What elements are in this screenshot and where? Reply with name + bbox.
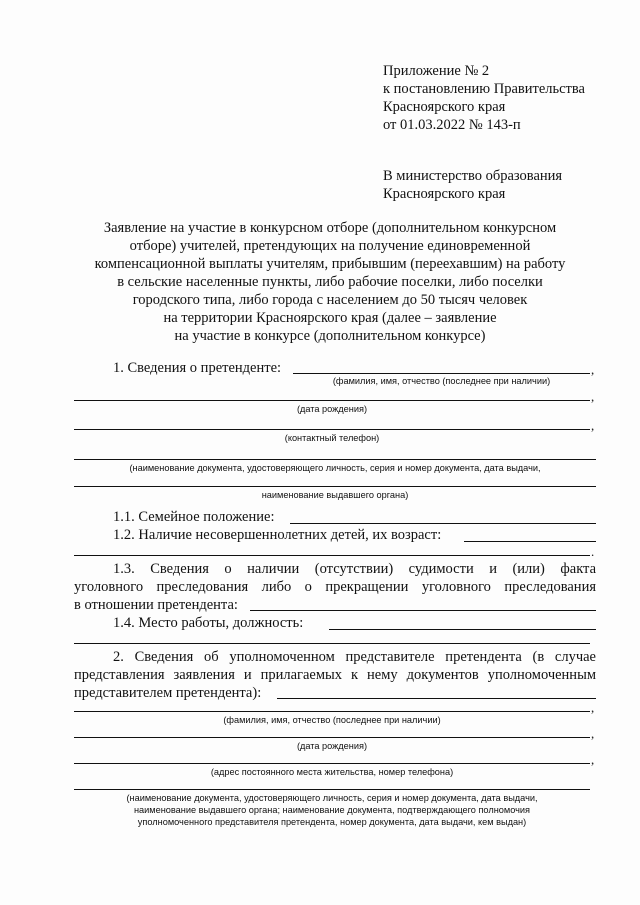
caption-birthdate: (дата рождения)	[296, 404, 368, 414]
addressee-line2: Красноярского края	[383, 186, 506, 202]
title-line: на территории Красноярского края (далее – заявление	[163, 310, 497, 326]
period: .	[591, 544, 595, 559]
caption-representative-birthdate: (дата рождения)	[296, 741, 368, 751]
workplace-field[interactable]	[329, 629, 596, 630]
title-line: компенсационной выплаты учителям, прибывшим (переехавшим) на работу	[94, 256, 566, 272]
caption-fio: (фамилия, имя, отчество (последнее при наличии)	[332, 376, 551, 386]
applicant-birthdate-field[interactable]	[74, 400, 590, 401]
title-line: Заявление на участие в конкурсном отборе (дополнительном конкурсном	[103, 220, 557, 236]
applicant-id-document-field[interactable]	[74, 459, 596, 460]
comma: ,	[591, 389, 595, 404]
representative-line: представления заявления и прилагаемых к нему документов уполномоченным	[74, 667, 596, 683]
title-line: в сельские населенные пункты, либо рабочие поселки, либо поселки	[117, 274, 543, 290]
caption-representative-documents: наименование выдавшего органа; наименование документа, подтверждающего полномочия	[133, 805, 531, 815]
section1-label: 1. Сведения о претенденте:	[113, 360, 282, 376]
caption-representative-documents: уполномоченного представителя претендента, номер документа, дата выдачи, кем выдан)	[137, 817, 527, 827]
representative-name-field[interactable]	[74, 711, 590, 712]
criminal-record-line: уголовного преследования либо о прекращении уголовного преследования	[74, 579, 596, 595]
representative-address-field[interactable]	[74, 763, 590, 764]
comma: ,	[591, 726, 595, 741]
annex-number: Приложение № 2	[383, 63, 490, 79]
representative-birthdate-field[interactable]	[74, 737, 590, 738]
annex-ref: к постановлению Правительства	[383, 81, 585, 97]
family-status-field[interactable]	[290, 523, 596, 524]
title-line: на участие в конкурсе (дополнительном конкурсе)	[174, 328, 486, 344]
representative-line: представителем претендента):	[74, 685, 262, 701]
title-line: городского типа, либо города с населением до 50 тысяч человек	[132, 292, 528, 308]
criminal-record-line: 1.3. Сведения о наличии (отсутствии) судимости и (или) факта	[113, 561, 596, 577]
comma: ,	[591, 700, 595, 715]
annex-region: Красноярского края	[383, 99, 506, 115]
caption-id-document: (наименование документа, удостоверяющего личность, серия и номер документа, дата выдачи,	[129, 463, 541, 473]
representative-documents-field[interactable]	[74, 789, 590, 790]
family-status-label: 1.1. Семейное положение:	[113, 509, 275, 525]
children-field[interactable]	[464, 541, 596, 542]
children-field-continued[interactable]	[74, 555, 590, 556]
representative-field[interactable]	[277, 698, 596, 699]
representative-line: 2. Сведения об уполномоченном представителе претендента (в случае	[113, 649, 596, 665]
annex-date: от 01.03.2022 № 143-п	[383, 117, 521, 133]
applicant-issuer-field[interactable]	[74, 486, 596, 487]
caption-representative-address: (адрес постоянного места жительства, номер телефона)	[210, 767, 454, 777]
children-label: 1.2. Наличие несовершеннолетних детей, их возраст:	[113, 527, 442, 543]
criminal-record-field[interactable]	[250, 610, 596, 611]
comma: ,	[591, 362, 595, 377]
caption-phone: (контактный телефон)	[284, 433, 380, 443]
workplace-field-continued[interactable]	[74, 643, 590, 644]
caption-issuer: наименование выдавшего органа)	[261, 490, 409, 500]
caption-representative-documents: (наименование документа, удостоверяющего личность, серия и номер документа, дата выдачи,	[126, 793, 538, 803]
caption-representative-fio: (фамилия, имя, отчество (последнее при наличии)	[223, 715, 441, 725]
addressee-line1: В министерство образования	[383, 168, 563, 184]
comma: ,	[591, 752, 595, 767]
applicant-name-field[interactable]	[293, 373, 590, 374]
workplace-label: 1.4. Место работы, должность:	[113, 615, 304, 631]
applicant-phone-field[interactable]	[74, 429, 590, 430]
title-line: отборе) учителей, претендующих на получение единовременной	[129, 238, 531, 254]
comma: ,	[591, 418, 595, 433]
criminal-record-line: в отношении претендента:	[74, 597, 238, 613]
